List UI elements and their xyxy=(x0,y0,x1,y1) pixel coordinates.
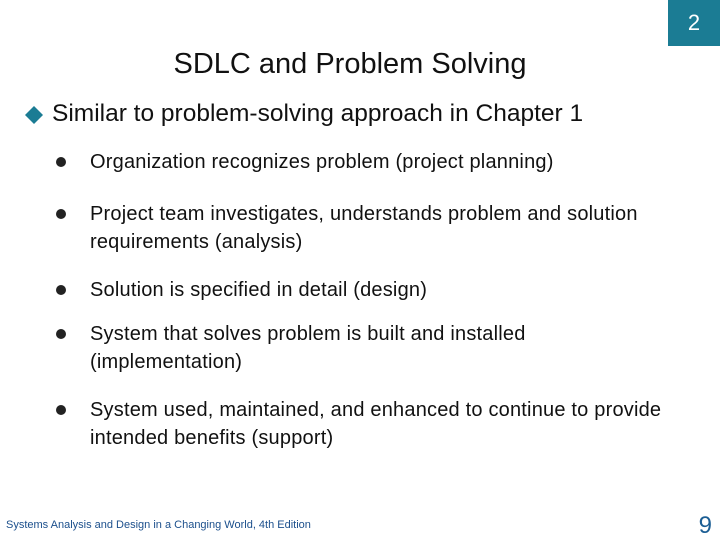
slide-number-badge xyxy=(668,0,720,46)
level1-bullet xyxy=(24,100,583,128)
bullet-item xyxy=(56,320,696,376)
bullet-dot-icon xyxy=(56,405,66,415)
slide-title: SDLC and Problem Solving xyxy=(173,48,527,80)
bullet-text: Project team investigates, understands problem and solution requirements (analysis) xyxy=(90,203,638,253)
bullet-dot-icon xyxy=(56,285,66,295)
bullet-text: System used, maintained, and enhanced to continue to provide intended benefits (support) xyxy=(90,399,662,449)
bullet-item xyxy=(56,276,696,304)
bullet-text: System that solves problem is built and installed (implementation) xyxy=(90,323,526,373)
slide-number: 2 xyxy=(687,10,701,35)
page-number: 9 xyxy=(698,512,712,539)
bullet-item xyxy=(56,148,696,176)
bullet-dot-icon xyxy=(56,209,66,219)
diamond-bullet-icon xyxy=(24,105,44,125)
bullet-item xyxy=(56,396,696,452)
bullet-item xyxy=(56,200,696,256)
bullet-text: Organization recognizes problem (project planning) xyxy=(90,151,554,173)
footer-text: Systems Analysis and Design in a Changing World, 4th Edition xyxy=(6,519,311,531)
bullet-dot-icon xyxy=(56,157,66,167)
bullet-dot-icon xyxy=(56,329,66,339)
bullet-text: Solution is specified in detail (design) xyxy=(90,279,428,301)
level1-text: Similar to problem-solving approach in Chapter 1 xyxy=(52,100,584,127)
